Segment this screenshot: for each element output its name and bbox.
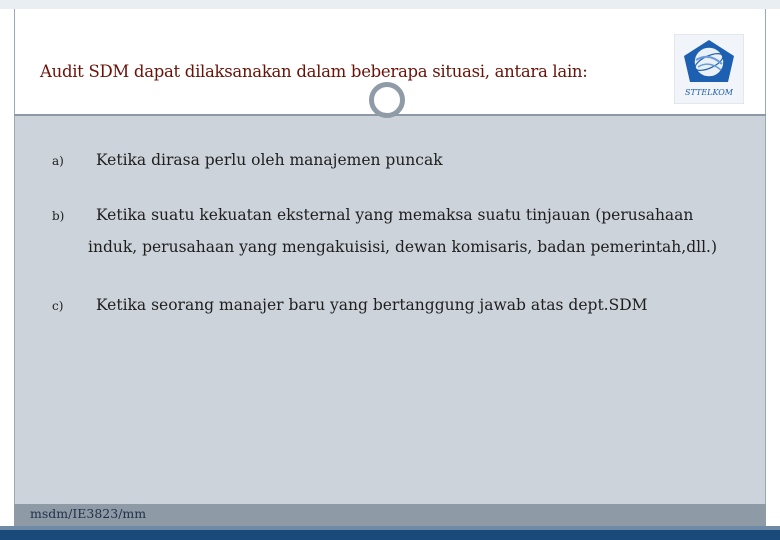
list-item-continuation: induk, perusahaan yang mengakuisisi, dewan komisaris, badan pemerintah,dll.): [88, 238, 718, 256]
item-marker: b): [52, 209, 65, 223]
list-item: Ketika dirasa perlu oleh manajemen puncak: [96, 151, 443, 169]
bottom-strip: [0, 526, 780, 540]
ring-ornament: [369, 82, 405, 118]
logo-text: STTELKOM: [685, 88, 733, 97]
item-marker: c): [52, 299, 64, 313]
list-item: Ketika seorang manajer baru yang bertanggung jawab atas dept.SDM: [96, 296, 648, 314]
footer-text: msdm/IE3823/mm: [30, 506, 147, 521]
globe-logo-icon: [674, 34, 744, 104]
sttelkom-logo: [674, 34, 744, 104]
top-strip: [0, 0, 780, 9]
list-item: Ketika suatu kekuatan eksternal yang memaksa suatu tinjauan (perusahaan: [96, 206, 694, 224]
slide-title: Audit SDM dapat dilaksanakan dalam beberapa situasi, antara lain:: [40, 62, 588, 81]
item-marker: a): [52, 154, 64, 168]
